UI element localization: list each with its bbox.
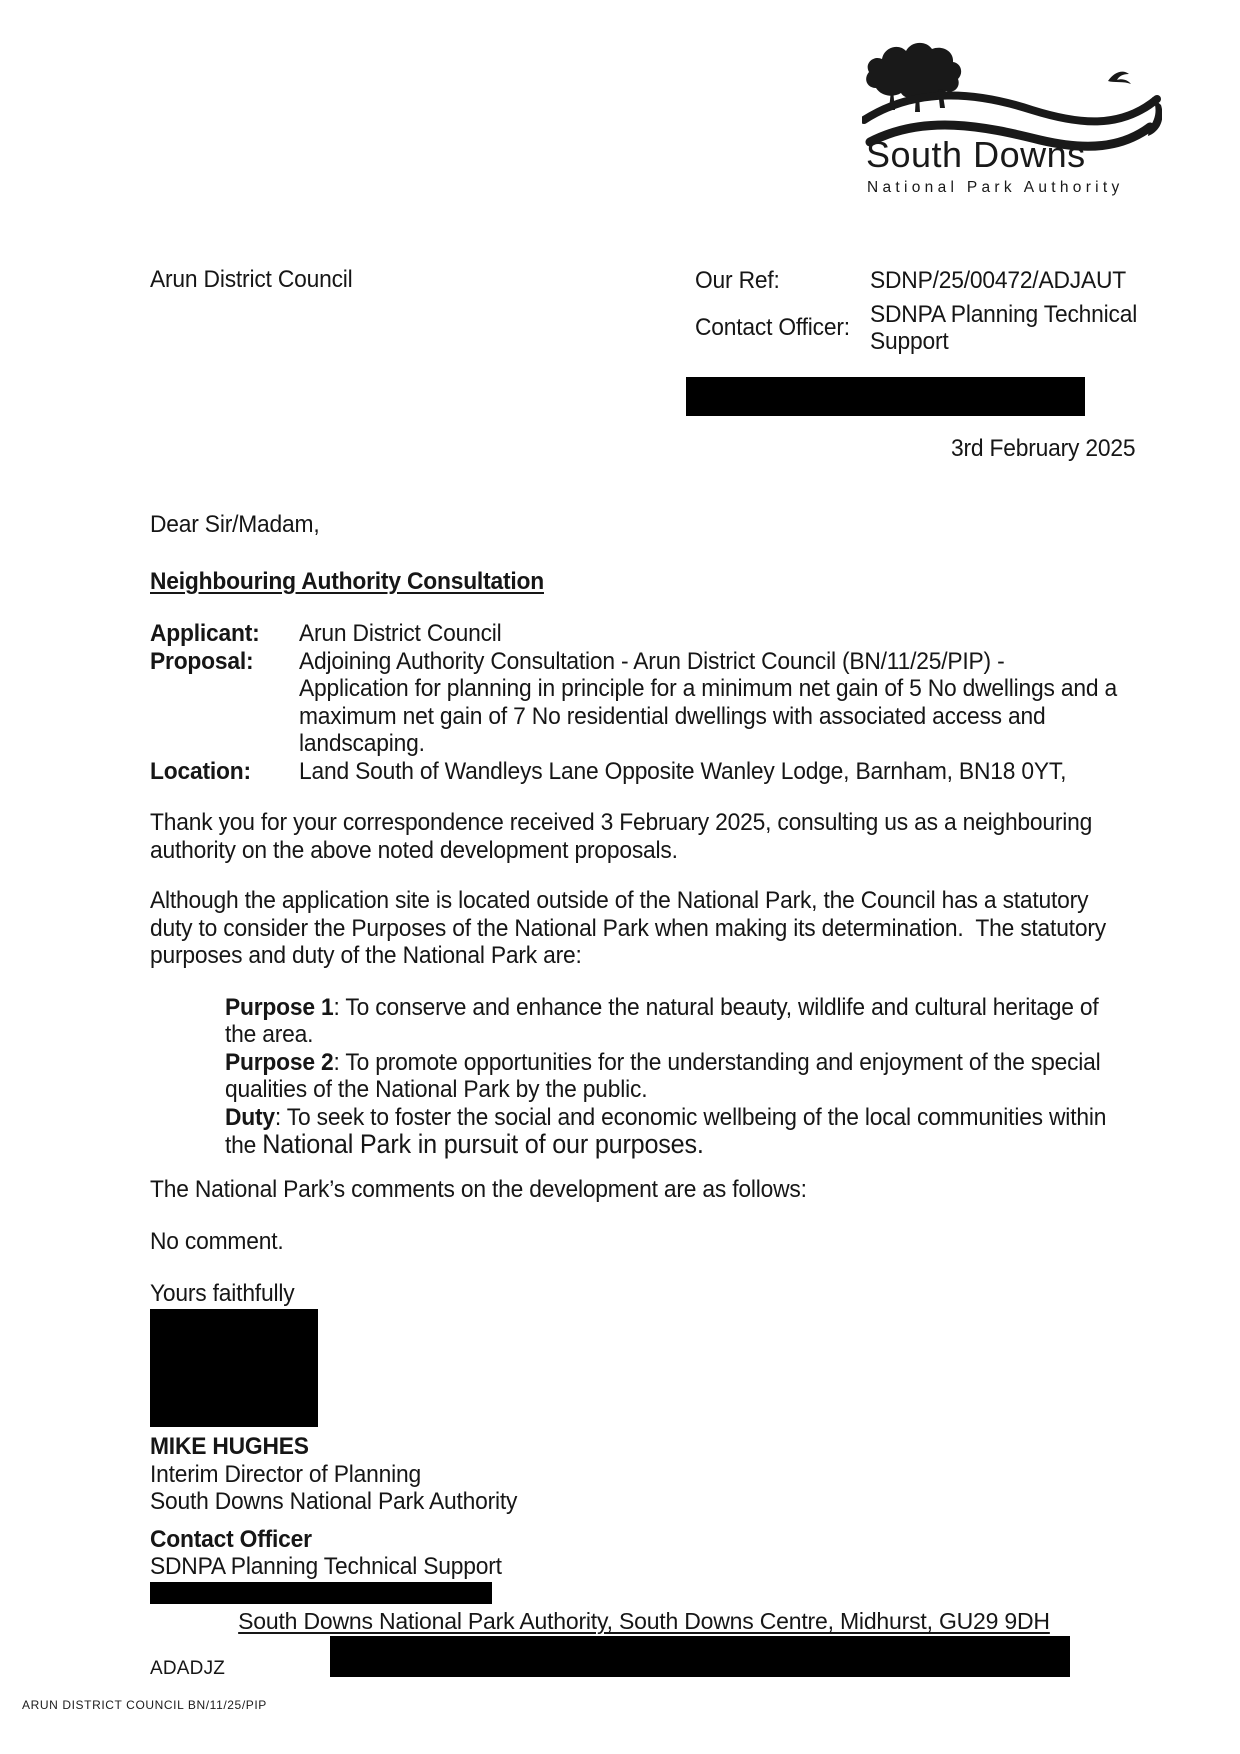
duty-text-emphasis: National Park in pursuit of our purposes. bbox=[262, 1129, 704, 1159]
duty-text: the bbox=[225, 1132, 263, 1159]
paragraph-line: Although the application site is located outside of the National Park, the Council has a statutory bbox=[150, 887, 1089, 914]
paragraph-line: Thank you for your correspondence received 3 February 2025, consulting us as a neighbouring bbox=[150, 809, 1093, 836]
salutation: Dear Sir/Madam, bbox=[150, 511, 320, 538]
paragraph-line: authority on the above noted development proposals. bbox=[150, 836, 678, 864]
purposes-block bbox=[225, 994, 1150, 1160]
redaction-bar-footer bbox=[330, 1636, 1070, 1677]
logo-subtitle: National Park Authority bbox=[867, 179, 1124, 196]
contact-officer-name: SDNPA Planning Technical Support bbox=[150, 1553, 502, 1580]
paragraph-line: purposes and duty of the National Park are: bbox=[150, 942, 582, 969]
duty-line bbox=[225, 1131, 1104, 1160]
location-label: Location: bbox=[150, 757, 251, 785]
location-value: Land South of Wandleys Lane Opposite Wanley Lodge, Barnham, BN18 0YT, bbox=[299, 757, 1067, 785]
purpose1-label: Purpose 1 bbox=[225, 993, 334, 1021]
comments-intro: The National Park’s comments on the development are as follows: bbox=[150, 1175, 807, 1203]
proposal-line: Application for planning in principle for a minimum net gain of 5 No dwellings and a bbox=[299, 675, 1117, 702]
proposal-line: Adjoining Authority Consultation - Arun District Council (BN/11/25/PIP) - bbox=[299, 647, 1005, 675]
purpose1-line bbox=[225, 994, 1104, 1022]
duty-text: : To seek to foster the social and economic wellbeing of the local communities within bbox=[274, 1103, 1107, 1131]
signature-redaction bbox=[150, 1309, 318, 1427]
contact-officer-label: Contact Officer: bbox=[695, 313, 850, 341]
signatory-org: South Downs National Park Authority bbox=[150, 1488, 518, 1515]
our-ref-label: Our Ref: bbox=[695, 267, 780, 294]
redaction-bar-contact bbox=[150, 1582, 492, 1604]
logo-wordmark: South Downs bbox=[866, 134, 1086, 175]
application-details bbox=[150, 620, 1150, 785]
paragraph-line: duty to consider the Purposes of the National Park when making its determination. The statutory bbox=[150, 914, 1106, 942]
logo-graphic bbox=[862, 36, 1162, 196]
purpose1-line: the area. bbox=[225, 1021, 314, 1048]
paragraph-statutory-duty bbox=[150, 887, 1150, 970]
purpose2-line: qualities of the National Park by the public. bbox=[225, 1076, 648, 1103]
reference-block bbox=[695, 267, 1170, 355]
our-ref-value: SDNP/25/00472/ADJAUT bbox=[870, 267, 1126, 294]
purpose2-label: Purpose 2 bbox=[225, 1048, 334, 1076]
sdnpa-logo bbox=[862, 36, 1162, 201]
doc-code: ADADJZ bbox=[150, 1658, 226, 1679]
proposal-value bbox=[299, 648, 1160, 758]
applicant-value: Arun District Council bbox=[299, 620, 502, 647]
letter-date: 3rd February 2025 bbox=[950, 435, 1136, 462]
comment-text: No comment. bbox=[150, 1228, 284, 1255]
signatory-title: Interim Director of Planning bbox=[150, 1460, 421, 1488]
recipient-name: Arun District Council bbox=[150, 266, 353, 293]
purpose1-text: : To conserve and enhance the natural beauty, wildlife and cultural heritage of bbox=[333, 993, 1099, 1021]
duty-line bbox=[225, 1103, 1107, 1132]
purpose2-text: : To promote opportunities for the understanding and enjoyment of the special bbox=[333, 1048, 1101, 1076]
contact-officer-heading: Contact Officer bbox=[150, 1525, 312, 1553]
proposal-label: Proposal: bbox=[150, 647, 254, 675]
subject-heading: Neighbouring Authority Consultation bbox=[150, 567, 544, 595]
footer-address: South Downs National Park Authority, South Downs Centre, Midhurst, GU29 9DH bbox=[238, 1608, 1050, 1634]
duty-label: Duty bbox=[225, 1103, 275, 1131]
closing: Yours faithfully bbox=[150, 1279, 295, 1307]
contact-officer-value: SDNPA Planning Technical Support bbox=[870, 300, 1138, 355]
signatory-name: MIKE HUGHES bbox=[150, 1433, 309, 1460]
purpose2-line bbox=[225, 1049, 1104, 1077]
proposal-line: maximum net gain of 7 No residential dwellings with associated access and bbox=[299, 702, 1046, 730]
page-ref: ARUN DISTRICT COUNCIL BN/11/25/PIP bbox=[22, 1698, 267, 1712]
paragraph-acknowledgement bbox=[150, 809, 1150, 864]
applicant-label: Applicant: bbox=[150, 620, 260, 647]
proposal-line: landscaping. bbox=[299, 730, 425, 757]
redaction-bar-header bbox=[686, 377, 1085, 416]
letter-body bbox=[150, 511, 1150, 1604]
logo-bird-icon bbox=[1108, 72, 1131, 84]
signatory-block bbox=[150, 1433, 1150, 1516]
